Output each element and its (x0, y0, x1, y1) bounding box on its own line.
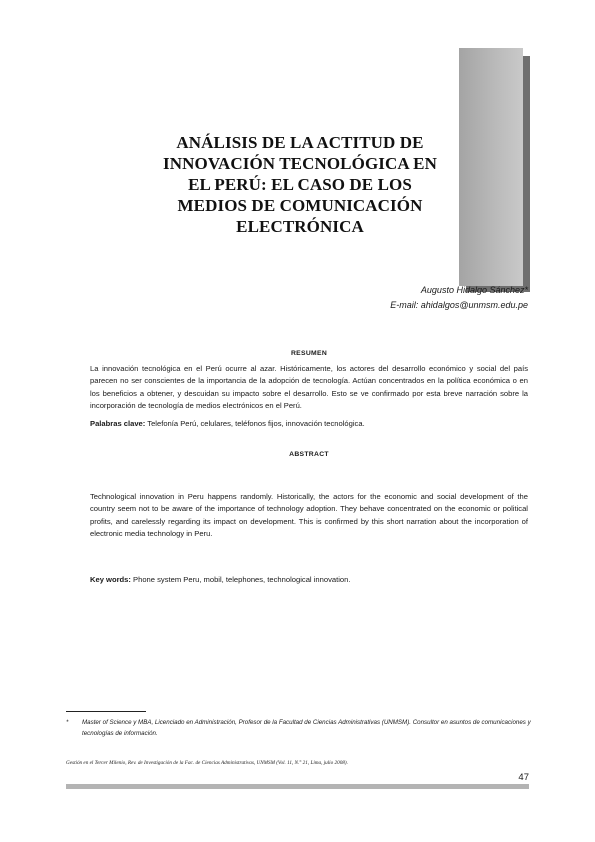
journal-citation: Gestión en el Tercer Milenio, Rev. de Investigación de la Fac. de Ciencias Administrativas, UNMSM (Vol. 11, N.° 21, Lima, julio 2008). (66, 760, 348, 766)
resumen-body: La innovación tecnológica en el Perú ocurre al azar. Históricamente, los actores del desarrollo económico y social del país parecen no ser conscientes de la importancia de la adopción de tecnología. Actúan concentrados en la política económica o en los beneficios a obtener, y descuidan su impacto sobre el desarrollo. Esto se ve confirmado por esta breve narración sobre la incorporación de tecnología de medios electrónicos en el Perú. (90, 364, 528, 410)
footnote-mark: * (66, 719, 69, 726)
title-line: EL PERÚ: EL CASO DE LOS (188, 175, 412, 194)
author-name: Augusto Hidalgo Sánchez* (420, 285, 528, 295)
bottom-rule (66, 784, 529, 789)
abstract-body: Technological innovation in Peru happens randomly. Historically, the actors for the economic and social development of the country seem not to be aware of the importance of technology adoption. They behave concentrated on the economic or political profits, and carelessly regarding its impact on development. This is confirmed by this short narration about the incorporation of electronic media technology in Peru. (90, 492, 528, 538)
abstract-heading: ABSTRACT (289, 451, 329, 458)
article-title (90, 132, 510, 237)
keywords-label: Key words: (90, 575, 131, 584)
title-line: MEDIOS DE COMUNICACIÓN (177, 196, 423, 215)
keywords-text: Telefonía Perú, celulares, teléfonos fijos, innovación tecnológica. (145, 419, 365, 428)
keywords-label: Palabras clave: (90, 419, 146, 428)
page-number: 47 (518, 772, 529, 783)
resumen-heading: RESUMEN (290, 350, 328, 357)
title-line: ELECTRÓNICA (236, 217, 364, 236)
title-line: ANÁLISIS DE LA ACTITUD DE (176, 133, 424, 152)
author-block (228, 283, 528, 313)
abstract-keywords (90, 574, 528, 586)
keywords-text: Phone system Peru, mobil, telephones, technological innovation. (130, 575, 351, 584)
resumen-keywords (90, 418, 528, 430)
title-line: INNOVACIÓN TECNOLÓGICA EN (163, 154, 437, 173)
footnote-rule (66, 711, 146, 712)
author-email: E-mail: ahidalgos@unmsm.edu.pe (390, 300, 528, 310)
footnote (66, 718, 532, 739)
footnote-text: Master of Science y MBA, Licenciado en Administración, Profesor de la Facultad de Ciencias Administrativas (UNMSM). Consultor en asuntos de comunicaciones y tecnologías de información. (82, 719, 531, 737)
